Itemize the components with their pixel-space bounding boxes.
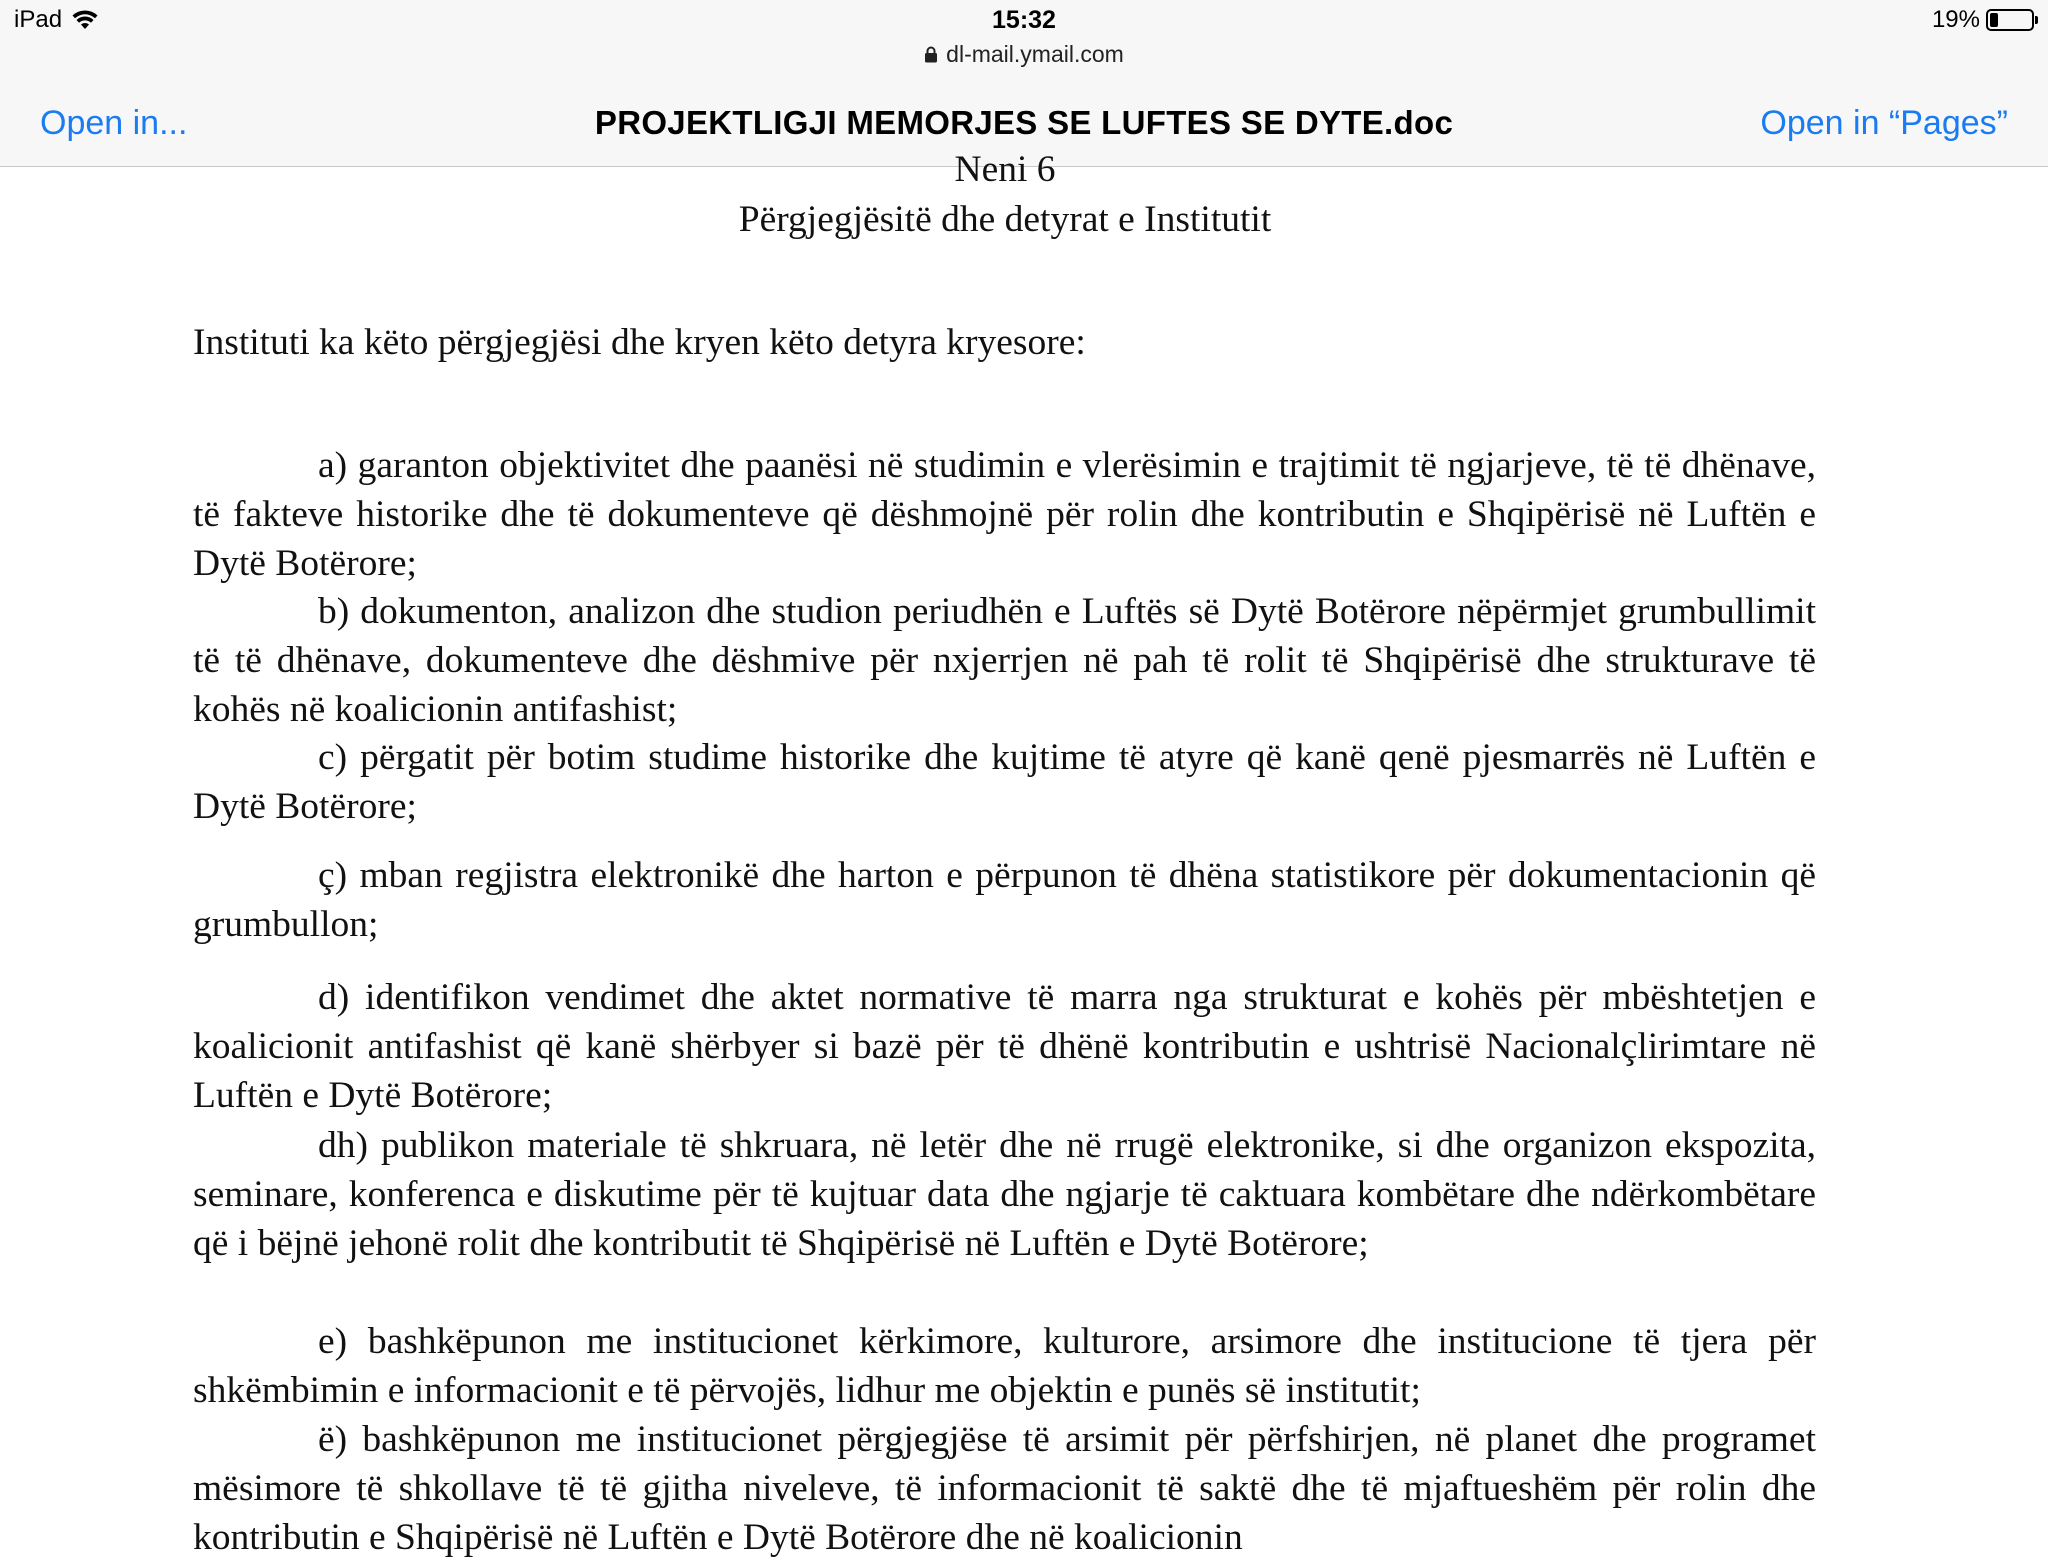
document-title: PROJEKTLIGJI MEMORJES SE LUFTES SE DYTE.doc [594,104,1454,141]
list-item-e: e) bashkëpunon me institucionet kërkimore, kulturore, arsimore dhe institucione të tjera për shkëmbimin e informacionit e të përvojës, lidhur me objektin e punës së institutit; [193,1321,1816,1411]
list-item-dh: dh) publikon materiale të shkruara, në letër dhe në rrugë elektronike, si dhe organizon ekspozita, seminare, konferenca e diskutime për të kujtuar data dhe ngjarje të caktuara kombëtare dhe ndërkombëtare që i bëjnë jehonë rolit dhe kontributit të Shqipërisë në Luftën e Dytë Botërore; [193,1125,1816,1264]
list-item-a: a) garanton objektivitet dhe paanësi në studimin e vlerësimin e trajtimit të ngjarjeve, të të dhënave, të fakteve historike dhe të dokumenteve që dëshmojnë për rolin dhe kontributin e Shqipërisë në Luftën e Dytë Botërore; [193,445,1816,584]
status-bar [0,0,2048,80]
battery-percent: 19% [1931,6,1980,33]
list-item-c-cedilla: ç) mban regjistra elektronikë dhe harton e përpunon të dhëna statistikore për dokumentacionin që grumbullon; [193,855,1816,945]
list-item-c: c) përgatit për botim studime historike dhe kujtime të atyre që kanë qenë pjesmarrës në Luftën e Dytë Botërore; [193,737,1816,827]
list-item-b: b) dokumenton, analizon dhe studion periudhën e Luftës së Dytë Botërore nëpërmjet grumbullimit të të dhënave, dokumenteve dhe dëshmive për nxjerrjen në pah të rolit të Shqipërisë dhe strukturave të kohës në koalicionin antifashist; [193,591,1816,730]
article-title: Përgjegjësitë dhe detyrat e Institutit [738,199,1272,240]
battery-icon [1986,9,2034,31]
url-text: dl-mail.ymail.com [946,41,1124,67]
device-name: iPad [14,6,63,33]
address-bar[interactable] [0,41,2048,68]
status-right [1932,6,2034,34]
document-viewer[interactable] [0,149,2048,1558]
status-time: 15:32 [992,6,1056,34]
list-item-e-diaeresis: ë) bashkëpunon me institucionet përgjegjëse të arsimit për përfshirjen, në planet dhe programet mësimore të shkollave të të gjitha niveleve, të informacionit të saktë dhe të mjaftueshëm për rolin dhe kontributin e Shqipërisë në Luftën e Dytë Botërore dhe në koalicionin [193,1419,1816,1558]
open-in-button[interactable]: Open in... [40,104,188,142]
article-intro: Instituti ka këto përgjegjësi dhe kryen këto detyra kryesore: [193,322,1086,363]
article-number: Neni 6 [954,149,1056,190]
list-item-d: d) identifikon vendimet dhe aktet normative të marra nga strukturat e kohës për mbështetjen e koalicionit antifashist që kanë shërbyer si bazë për të dhënë kontributin e ushtrisë Nacionalçlirimtare në Luftën e Dytë Botërore; [193,977,1816,1116]
battery-level [1990,13,1998,27]
lock-icon [924,46,938,63]
open-in-pages-button[interactable]: Open in “Pages” [1760,104,2008,142]
